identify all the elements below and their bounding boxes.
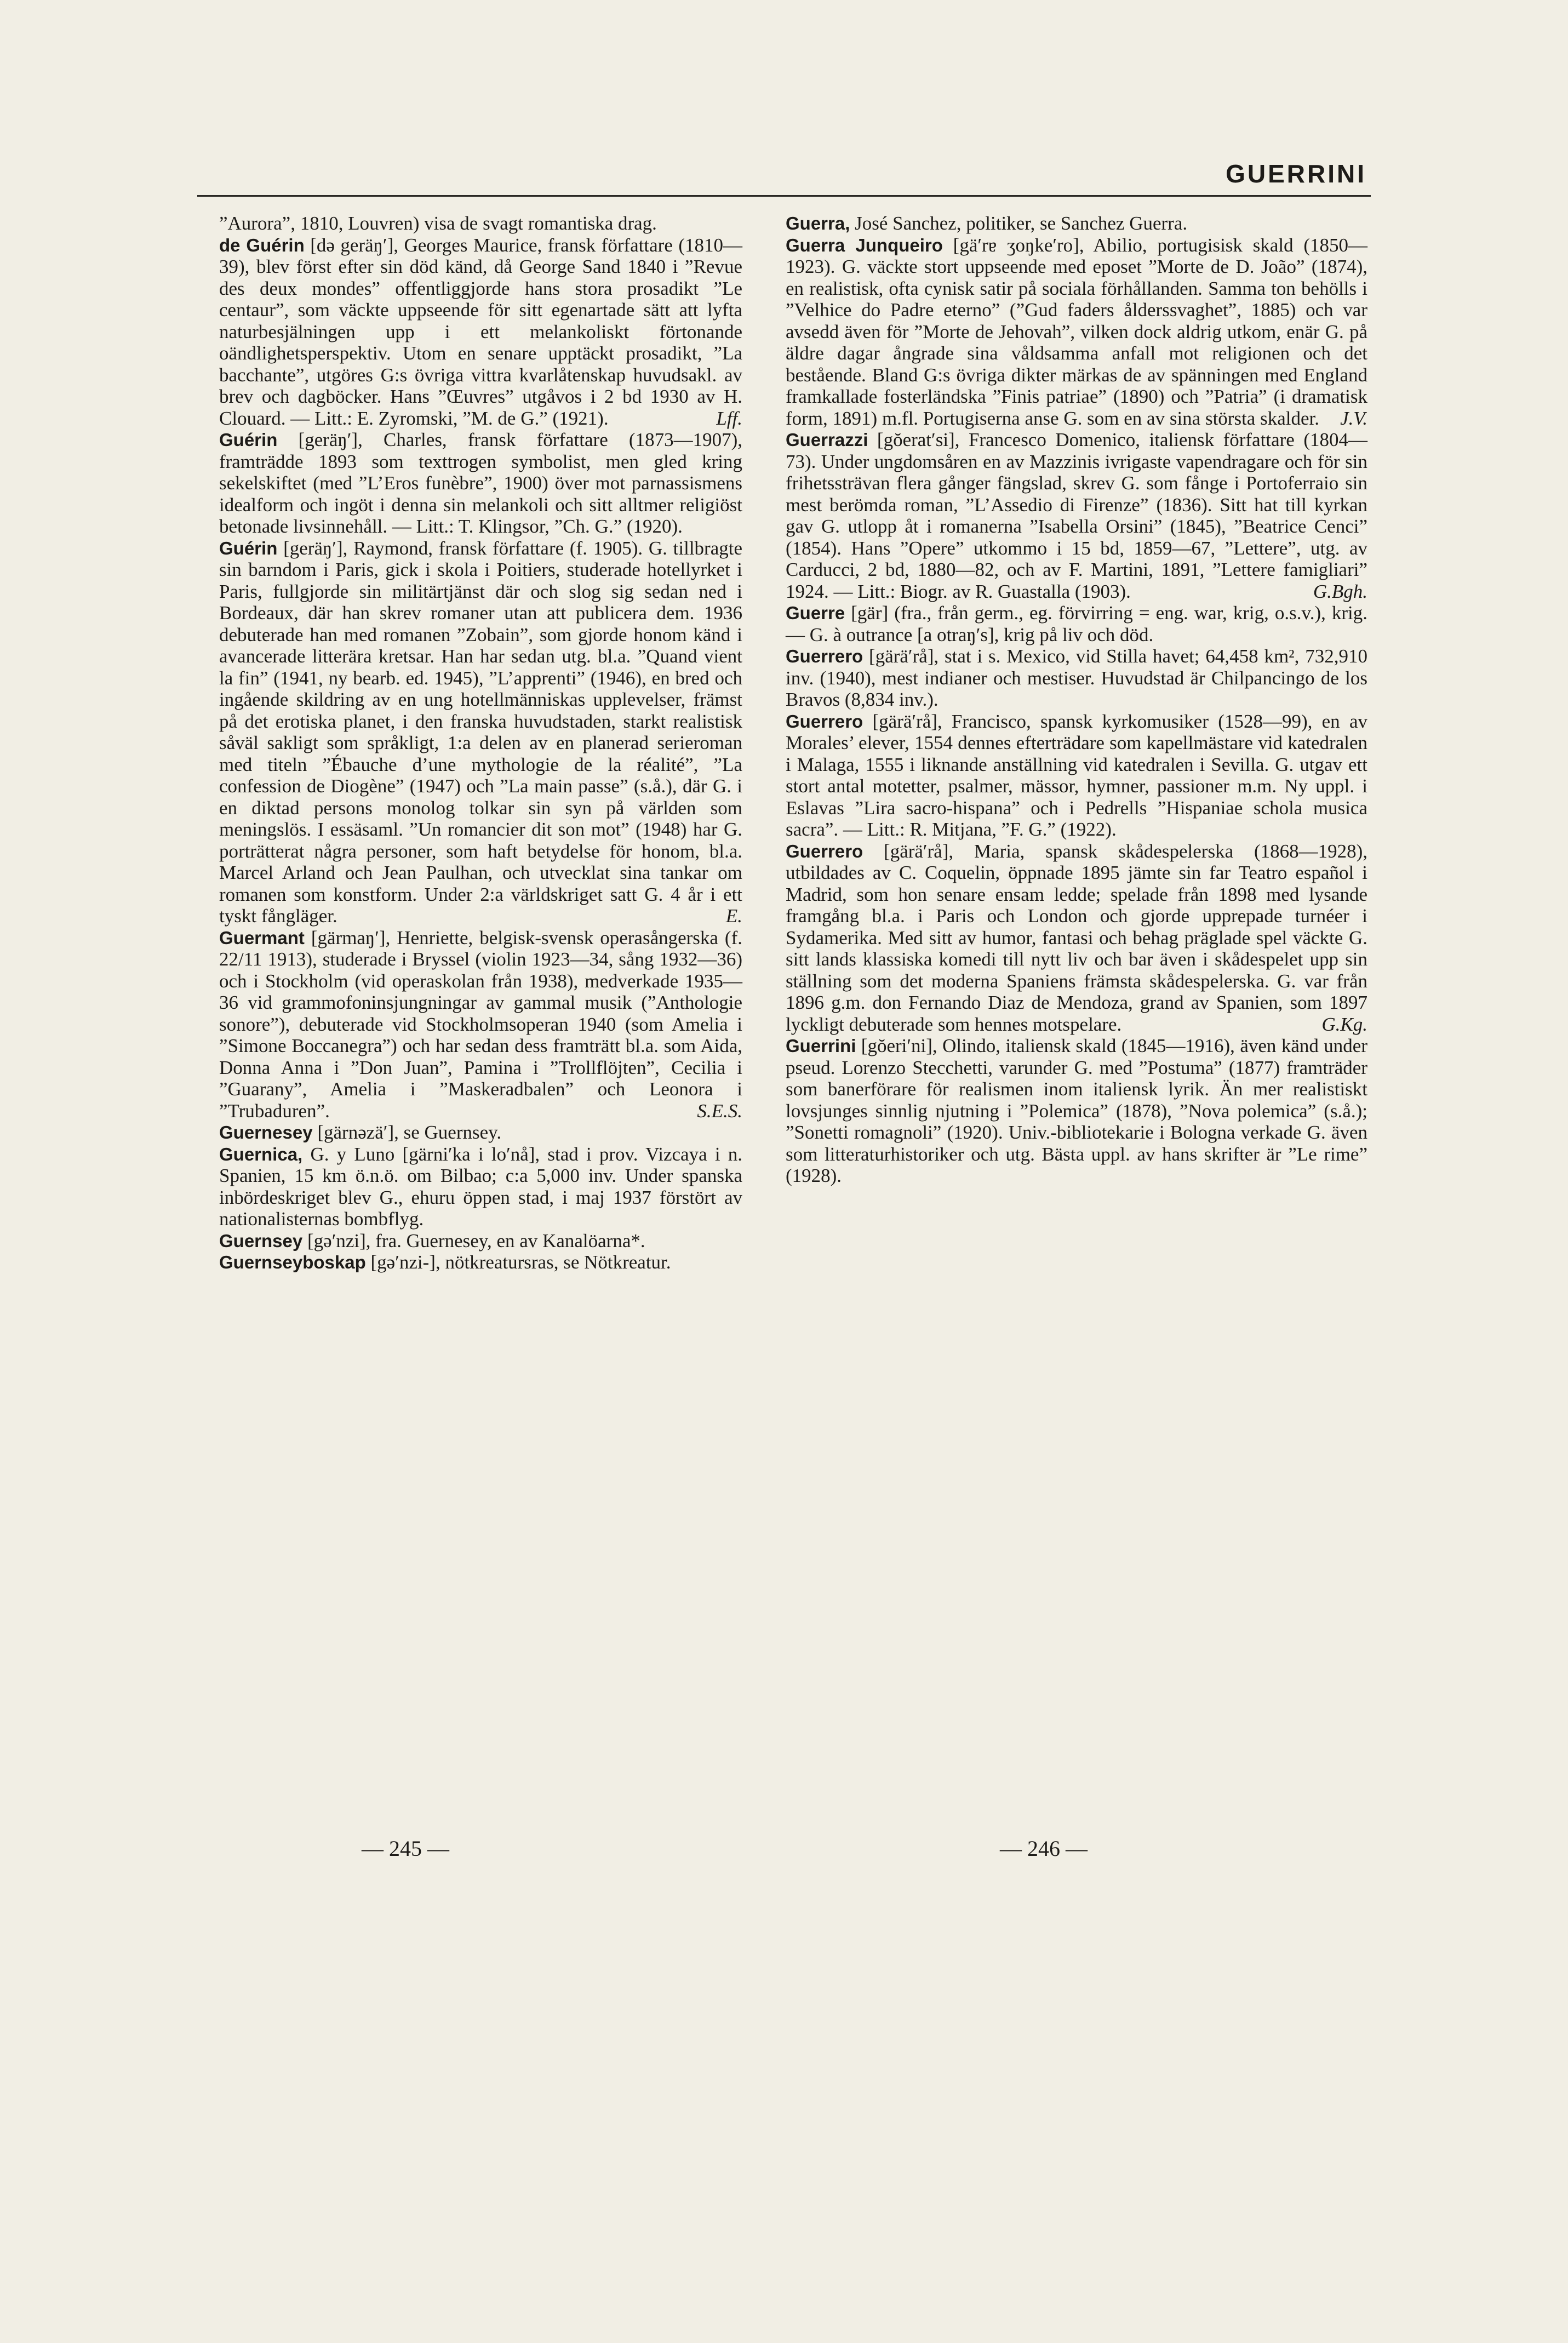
entry-signature: Lff. [716, 407, 742, 429]
dictionary-entry [219, 927, 742, 1122]
entry-text: [geräŋ′], Charles, fransk författare (1873—1907), framträdde 1893 som texttrogen symbolist, men gled kring sekelskiftet (med ”L’Eros funèbre”, 1900) över mot parnassismens idealform och ingöt i denna sin melankoli och sitt alltmer religiöst betonade livsinnehåll. — Litt.: T. Klingsor, ”Ch. G.” (1920). [219, 429, 742, 537]
entry-text: ”Aurora”, 1810, Louvren) visa de svagt romantiska drag. [219, 213, 657, 234]
entry-headword: Guernica, [219, 1144, 303, 1164]
entry-text: [gär] (fra., från germ., eg. förvirring = eng. war, krig, o.s.v.), krig. — G. à outrance [a otraŋ′s], krig på liv och död. [786, 602, 1367, 645]
page-number-right: — 246 — [1000, 1836, 1088, 1861]
page-number-left: — 245 — [362, 1836, 449, 1861]
entry-headword: Guermant [219, 927, 305, 948]
entry-text: [gärä′rå], Maria, spansk skådespelerska (1868—1928), utbildades av C. Coquelin, öppnade 1895 jämte sin far Teatro español i Madrid, som hon senare ensam ledde; spelade från 1898 med lysande framgång bl.a. i Paris och London och gjorde upprepade turnéer i Sydamerika. Med sitt av humor, fantasi och behag präglade spel väckte G. sitt lands klassiska komedi till nytt liv och bar även i skådespelet upp sin ställning som det moderna Spaniens främsta skådespelerska. G. var från 1896 g.m. don Fernando Diaz de Mendoza, grand av Spanien, som 1897 lyckligt debuterade som hennes motspelare. [786, 840, 1367, 1035]
entry-headword: Guernesey [219, 1122, 313, 1142]
running-head: GUERRINI [1226, 159, 1366, 188]
entry-text: G. y Luno [gärni′ka i lo′nå], stad i prov. Vizcaya i n. Spanien, 15 km ö.n.ö. om Bilbao; c:a 5,000 inv. Under spanska inbördeskriget blev G., ehuru öppen stad, i maj 1937 förstört av nationalisternas bombflyg. [219, 1143, 742, 1230]
entry-text: [gärä′rå], Francisco, spansk kyrkomusiker (1528—99), en av Morales’ elever, 1554 dennes efterträdare som kapellmästare vid katedralen i Malaga, 1555 i liknande anställning vid katedralen i Sevilla. G. utgav ett stort antal motetter, psalmer, mässor, hymner, passioner m.m. Ny uppl. i Eslavas ”Lira sacro-hispana” och i Pedrells ”Hispaniae schola musica sacra”. — Litt.: R. Mitjana, ”F. G.” (1922). [786, 710, 1367, 840]
dictionary-entry [786, 602, 1367, 645]
dictionary-entry [786, 235, 1367, 430]
entry-headword: Guerra Junqueiro [786, 235, 943, 255]
entry-text: José Sanchez, politiker, se Sanchez Guerra. [850, 213, 1188, 234]
entry-headword: Guernsey [219, 1230, 303, 1251]
entry-headword: de Guérin [219, 235, 305, 255]
dictionary-entry [219, 235, 742, 430]
entry-text: [geräŋ′], Raymond, fransk författare (f. 1905). G. tillbragte sin barndom i Paris, gick i skola i Poitiers, studerade hotellyrket i Paris, fullgjorde sin militärtjänst där och slog sig sedan ned i Bordeaux, där han skrev romaner utan att publicera dem. 1936 debuterade han med romanen ”Zobain”, som gjorde honom känd i avancerade litterära kretsar. Han har sedan utg. bl.a. ”Quand vient la fin” (1941, ny bearb. ed. 1945), ”L’apprenti” (1946), en bred och ingående skildring av en ung hotellmänniskas upplevelser, främst på det erotiska planet, i den franska huvudstaden, starkt realistisk såväl sakligt som språkligt, 1:a delen av en planerad serieroman med titeln ”Ébauche d’une mythologie de la réalité”, ”La confession de Diogène” (1947) och ”La main passe” (s.å.), där G. i en diktad persons monolog tolkar sin syn på världen som meningslös. I essäsaml. ”Un romancier dit son mot” (1948) har G. porträtterat några personer, som haft betydelse för honom, bl.a. Marcel Arland och Jean Paulhan, och utvecklat sina tankar om romanen som konstform. Under 2:a världskriget satt G. 4 år i ett tyskt fångläger. [219, 537, 742, 927]
entry-text: [gə′nzi-], nötkreatursras, se Nötkreatur. [365, 1251, 671, 1273]
dictionary-entry [786, 429, 1367, 602]
entry-headword: Guérin [219, 430, 278, 450]
dictionary-entry [219, 429, 742, 538]
entry-headword: Guerrero [786, 646, 863, 666]
entry-text: [gŏeri′ni], Olindo, italiensk skald (1845—1916), även känd under pseud. Lorenzo Stecchetti, varunder G. med ”Postuma” (1877) framträder som banerförare för realismen inom italiensk lyrik. Än mer realistiskt lovsjunges sinnlig njutning i ”Polemica” (1878), ”Nova polemica” (s.å.); ”Sonetti romagnoli” (1920). Univ.-bibliotekarie i Bologna verkade G. även som litteraturhistoriker och utg. Bästa uppl. av hans skrifter är ”Le rime” (1928). [786, 1035, 1367, 1186]
left-column [219, 213, 742, 1273]
dictionary-entry [219, 1251, 742, 1273]
dictionary-entry [219, 1144, 742, 1230]
entry-signature: J.V. [1340, 407, 1367, 429]
entry-text: [gärmaŋ′], Henriette, belgisk-svensk operasångerska (f. 22/11 1913), studerade i Bryssel (violin 1923—34, sång 1932—36) och i Stockholm (vid operaskolan från 1938), medverkade 1935—36 vid grammofoninsjungningar av gammal musik (”Anthologie sonore”), debuterade vid Stockholmsoperan 1940 (som Amelia i ”Simone Boccanegra”) och har sedan dess framträtt bl.a. som Aida, Donna Anna i ”Don Juan”, Pamina i ”Trollflöjten”, Cecilia i ”Guarany”, Amelia i ”Maskeradbalen” och Leonora i ”Trubaduren”. [219, 927, 742, 1122]
entry-headword: Guerre [786, 603, 845, 623]
dictionary-entry [786, 711, 1367, 841]
dictionary-entry [786, 645, 1367, 711]
entry-signature: S.E.S. [697, 1100, 742, 1122]
header-rule [197, 195, 1371, 197]
entry-headword: Guerra, [786, 213, 850, 233]
entry-headword: Guerrero [786, 711, 863, 732]
entry-headword: Guérin [219, 538, 278, 558]
entry-text: [gä′rɐ ʒoŋke′ro], Abilio, portugisisk skald (1850—1923). G. väckte stort uppseende med eposet ”Morte de D. João” (1874), en realistisk, ofta cynisk satir på sociala förhållanden. Samma ton behölls i ”Velhice do Padre eterno” (”Gud faders ålderssvaghet”, 1885) och var avsedd även för ”Morte de Jehovah”, vilken dock aldrig utkom, enär G. på äldre dagar ångrade sina våldsamma anfall mot religionen och det bestående. Bland G:s övriga dikter märkas de av spänningen med England framkallade fosterländska ”Finis patriae” (1890) och ”Patria” (i dramatisk form, 1891) m.fl. Portugiserna anse G. som en av sina största skalder. [786, 234, 1367, 429]
entry-signature: E. [725, 905, 742, 927]
dictionary-entry [219, 1122, 742, 1144]
entry-headword: Guerrazzi [786, 430, 868, 450]
dictionary-entry [219, 1230, 742, 1252]
entry-text: [gə′nzi], fra. Guernesey, en av Kanalöarna*. [302, 1230, 645, 1251]
dictionary-entry [786, 841, 1367, 1036]
entry-headword: Guerrini [786, 1036, 856, 1056]
entry-signature: G.Bgh. [1313, 580, 1367, 602]
entry-headword: Guerrero [786, 841, 863, 861]
dictionary-entry [786, 1035, 1367, 1187]
entry-text: [də geräŋ′], Georges Maurice, fransk författare (1810—39), blev först efter sin död känd, då George Sand 1840 i ”Revue des deux mondes” offentliggjorde hans stora prosadikt ”Le centaur”, som väckte uppseende för sitt egenartade sätt att lyfta naturbesjälningen upp i ett melankoliskt förtonande oändlighetsperspektiv. Utom en senare upptäckt prosadikt, ”La bacchante”, utgöres G:s övriga vittra kvarlåtenskap huvudsakl. av brev och dagböcker. Hans ”Œuvres” utgåvos i 2 bd 1930 av H. Clouard. — Litt.: E. Zyromski, ”M. de G.” (1921). [219, 234, 742, 429]
entry-text: [gärnəzä′], se Guernsey. [312, 1122, 502, 1143]
right-column [786, 213, 1367, 1187]
entry-text: [gŏerat′si], Francesco Domenico, italiensk författare (1804—73). Under ungdomsåren en av Mazzinis ivrigaste vapendragare och för sin frihetssträvan flera gånger fängslad, skrev G. som fånge i Portoferraio sin mest berömda roman, ”L’Assedio di Firenze” (1836). Sitt hat till kyrkan gav G. utlopp åt i romanerna ”Isabella Orsini” (1845), ”Beatrice Cenci” (1854). Hans ”Opere” utkommo i 15 bd, 1859—67, ”Lettere”, utg. av Carducci, 2 bd, 1880—82, och av F. Martini, 1891, ”Lettere famigliari” 1924. — Litt.: Biogr. av R. Guastalla (1903). [786, 429, 1367, 602]
dictionary-entry [219, 213, 742, 235]
dictionary-entry [786, 213, 1367, 235]
entry-headword: Guernseyboskap [219, 1252, 366, 1272]
dictionary-entry [219, 538, 742, 927]
entry-text: [gärä′rå], stat i s. Mexico, vid Stilla havet; 64,458 km², 732,910 inv. (1940), mest indianer och mestiser. Huvudstad är Chilpancingo de los Bravos (8,834 inv.). [786, 645, 1367, 710]
entry-signature: G.Kg. [1321, 1013, 1367, 1035]
